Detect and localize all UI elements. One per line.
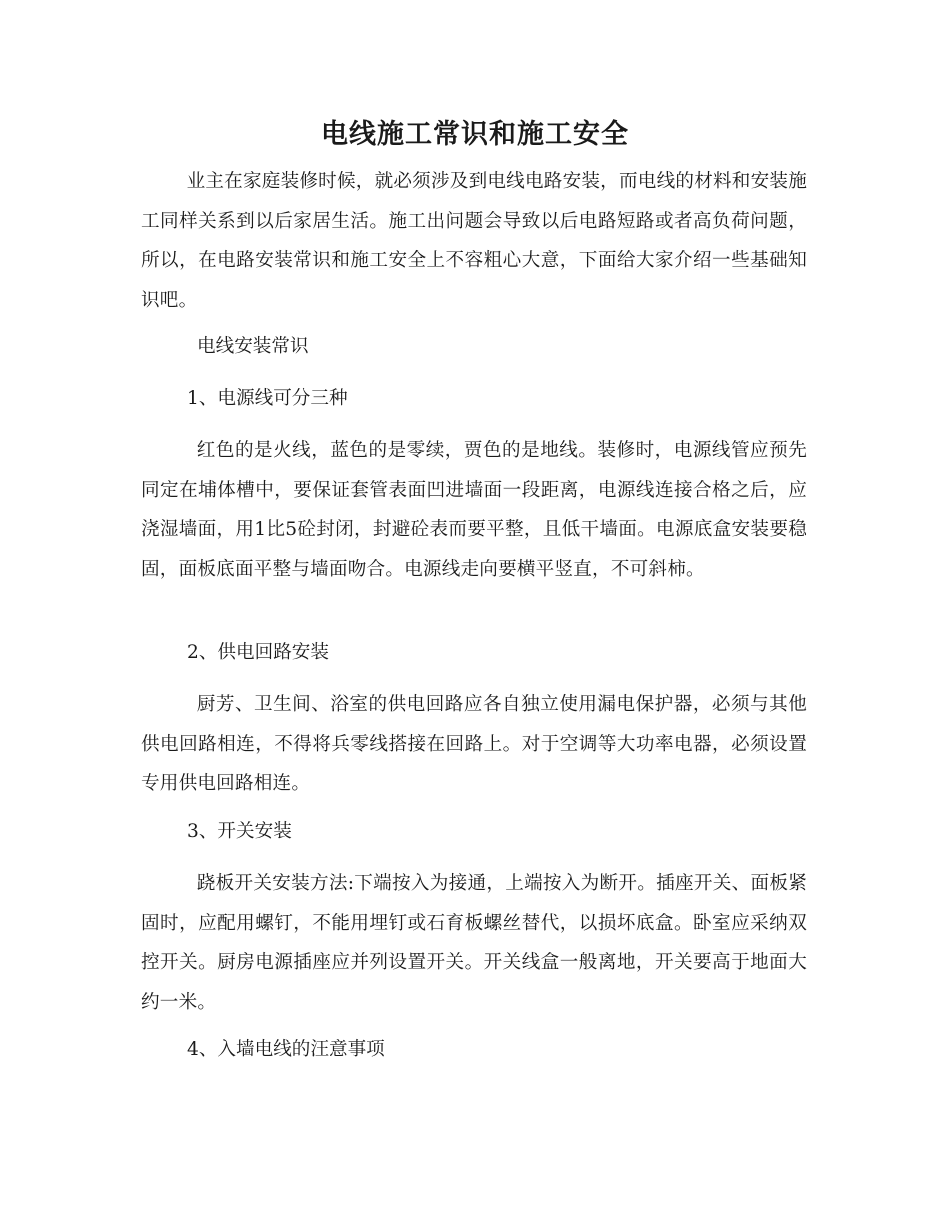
item-1-body: 红色的是火线，蓝色的是零续，贾色的是地线。装修时，电源线管应预先同定在埔体槽中，要保证套管表面凹进墙面一段距离，电源线连接合格之后，应浇湿墙面，用1比5砼封闭，封避砼表而要平整，且低干墙面。电源底盒安装要稳固，面板底面平整与墙面吻合。电源线走向要横平竖直，不可斜柿。 [141,440,807,580]
section-heading: 电线安装常识 [197,336,309,357]
item-3-body: 跷板开关安装方法:下端按入为接通，上端按入为断开。插座开关、面板紧固时，应配用螺钉，不能用埋钉或石育板螺丝替代，以损坏底盒。卧室应采纳双控开关。厨房电源插座应并列设置开关。开关线盒一般离地，开关要高于地面大约一米。 [141,873,807,1013]
item-2-heading: 2、供电回路安装 [187,642,329,663]
intro-paragraph: 业主在家庭装修时候，就必须涉及到电线电路安装，而电线的材料和安装施工同样关系到以后家居生活。施工出问题会导致以后电路短路或者高负荷问题，所以，在电路安装常识和施工安全上不容粗心大意，下面给大家介绍一些基础知识吧。 [141,171,807,311]
item-3-heading: 3、开关安装 [187,821,292,842]
item-4-heading: 4、入墙电线的汪意事项 [187,1039,385,1060]
item-2-body: 厨芳、卫生间、浴室的供电回路应各自独立使用漏电保护器，必须与其他供电回路相连，不得将兵零线搭接在回路上。对于空调等大功率电器，必须设置专用供电回路相连。 [141,694,807,794]
item-1-heading: 1、电源线可分三种 [187,388,348,409]
page-title: 电线施工常识和施工安全 [321,119,629,150]
